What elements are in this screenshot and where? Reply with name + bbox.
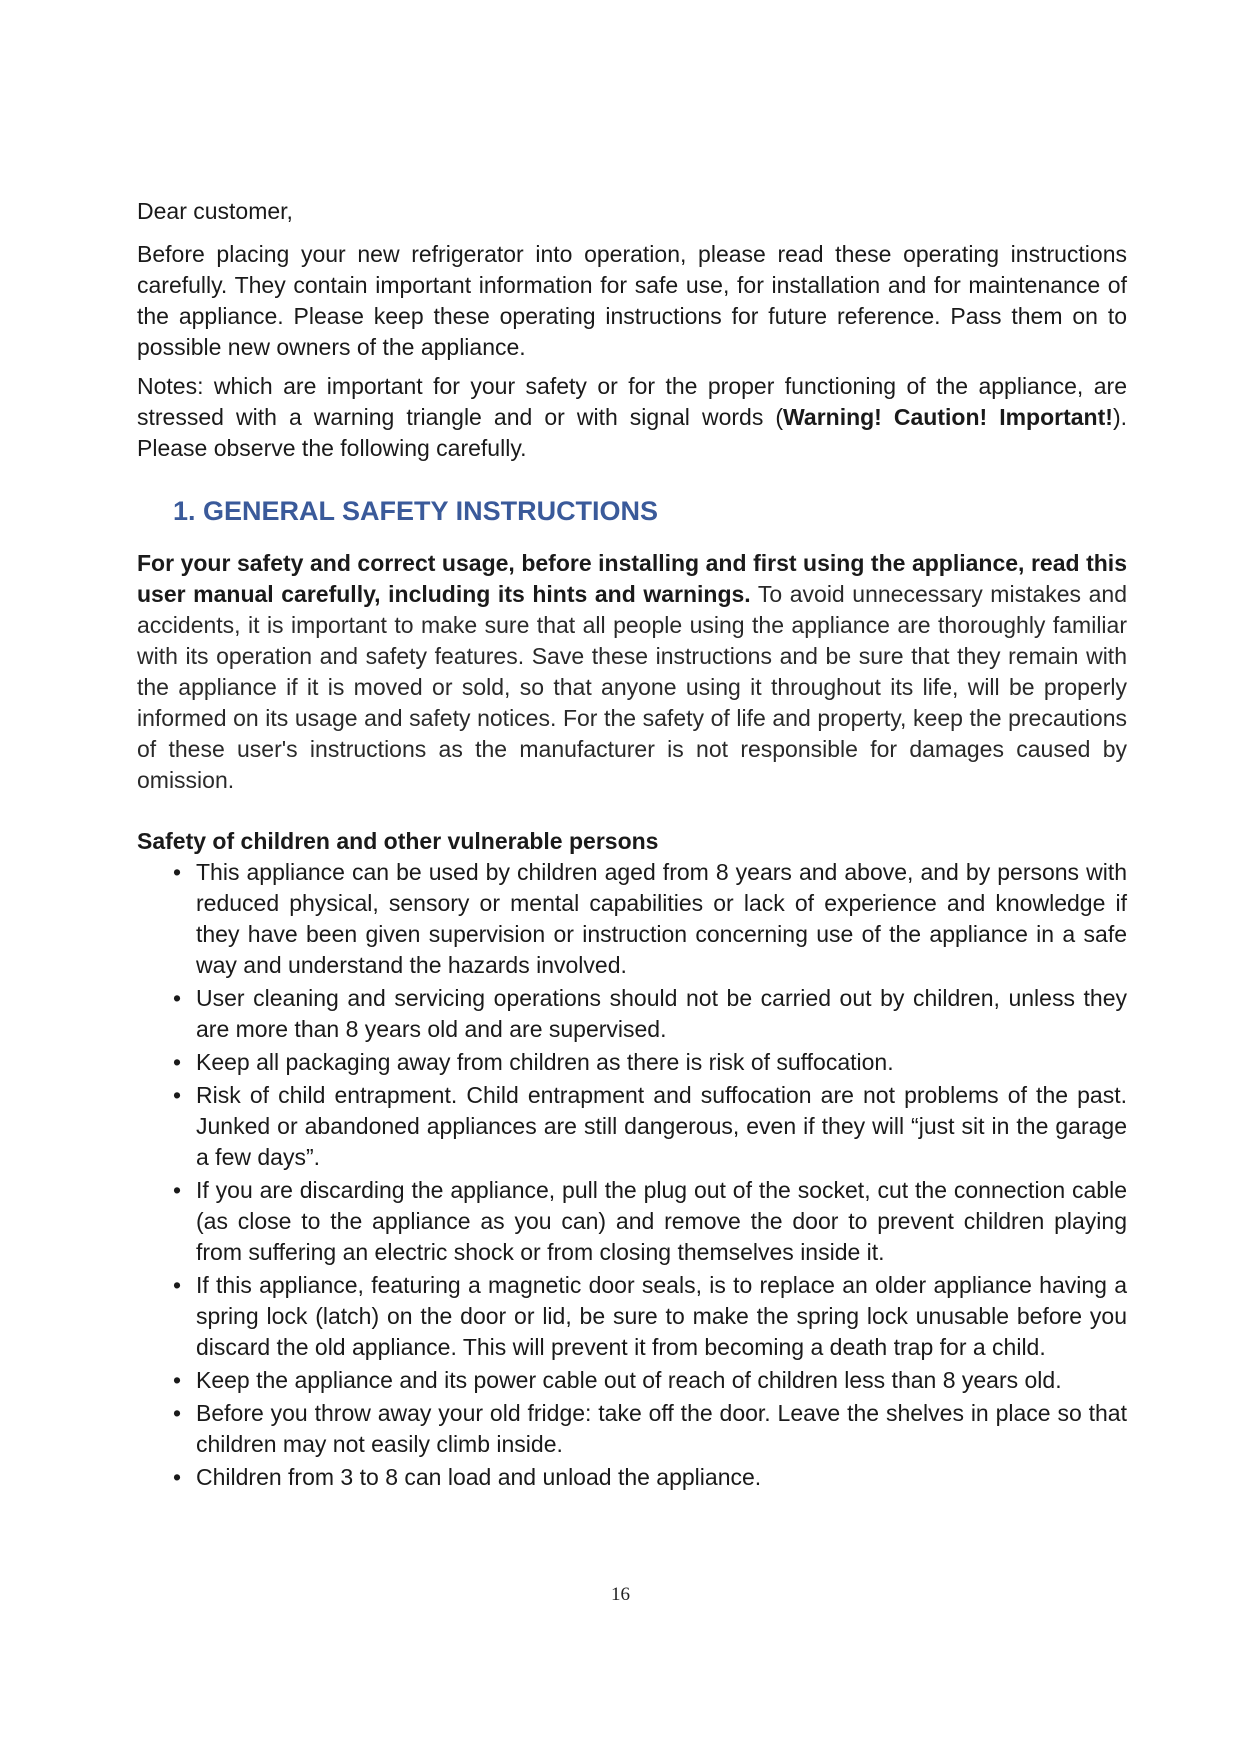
list-item-text: Keep all packaging away from children as there is risk of suffocation. [196,1049,894,1075]
list-item-text: User cleaning and servicing operations should not be carried out by children, unless they are more than 8 years old and are supervised. [196,985,1127,1042]
bullet-icon: • [173,1272,182,1298]
bullet-icon: • [173,1464,182,1490]
list-item [173,1080,1127,1173]
section-intro-bold: For your safety and correct usage, before installing and first using the appliance, read this user manual carefully, including its hints and warnings. [137,550,1127,607]
document-page [137,196,1127,1495]
list-item-text: If this appliance, featuring a magnetic door seals, is to replace an older appliance having a spring lock (latch) on the door or lid, be sure to make the spring lock unusable before you discard the old appliance. This will prevent it from becoming a death trap for a child. [196,1272,1127,1360]
section-intro-rest: To avoid unnecessary mistakes and accidents, it is important to make sure that all people using the appliance are thoroughly familiar with its operation and safety features. Save these instructions and be sure that they remain with the appliance if it is moved or sold, so that anyone using it throughout its life, will be properly informed on its usage and safety notices. For the safety of life and property, keep the precautions of these user's instructions as the manufacturer is not responsible for damages caused by omission. [137,581,1127,793]
bullet-icon: • [173,985,182,1011]
list-item [173,983,1127,1045]
list-item-text: If you are discarding the appliance, pull the plug out of the socket, cut the connection cable (as close to the appliance as you can) and remove the door to prevent children playing from suffering an electric shock or from closing themselves inside it. [196,1177,1127,1265]
list-item [173,1365,1127,1396]
bullet-icon: • [173,1177,182,1203]
section-intro [137,548,1127,796]
notes-text-after: ). Please observe the following carefully. [137,404,1127,461]
list-item-text: Children from 3 to 8 can load and unload the appliance. [196,1464,762,1490]
bullet-icon: • [173,1400,182,1426]
list-item-text: Keep the appliance and its power cable out of reach of children less than 8 years old. [196,1367,1062,1393]
intro-paragraph: Before placing your new refrigerator into operation, please read these operating instructions carefully. They contain important information for safe use, for installation and for maintenance of the appliance. Please keep these operating instructions for future reference. Pass them on to possible new owners of the appliance. [137,241,1127,360]
bullet-icon: • [173,859,182,885]
list-item-text: Before you throw away your old fridge: take off the door. Leave the shelves in place so that children may not easily climb inside. [196,1400,1127,1457]
greeting: Dear customer, [137,198,293,224]
list-item-text: This appliance can be used by children aged from 8 years and above, and by persons with reduced physical, sensory or mental capabilities or lack of experience and knowledge if they have been given supervision or instruction concerning use of the appliance in a safe way and understand the hazards involved. [196,859,1127,978]
section-heading: 1. GENERAL SAFETY INSTRUCTIONS [173,496,659,526]
list-item [173,857,1127,981]
signal-words: Warning! Caution! Important! [783,404,1113,430]
bullet-icon: • [173,1049,182,1075]
bullet-icon: • [173,1367,182,1393]
list-item [173,1175,1127,1268]
list-item [173,1270,1127,1363]
children-safety-title: Safety of children and other vulnerable persons [137,828,659,854]
page-number: 16 [611,1584,630,1605]
notes-text-before: Notes: which are important for your safety or for the proper functioning of the appliance, are stressed with a warning triangle and or with signal words ( [137,373,1127,430]
list-item [173,1047,1127,1078]
bullet-icon: • [173,1082,182,1108]
list-item-text: Risk of child entrapment. Child entrapment and suffocation are not problems of the past. Junked or abandoned appliances are still dangerous, even if they will “just sit in the garage a few days”. [196,1082,1127,1170]
children-safety-list [137,857,1127,1493]
notes-paragraph [137,371,1127,464]
list-item [173,1398,1127,1460]
list-item [173,1462,1127,1493]
